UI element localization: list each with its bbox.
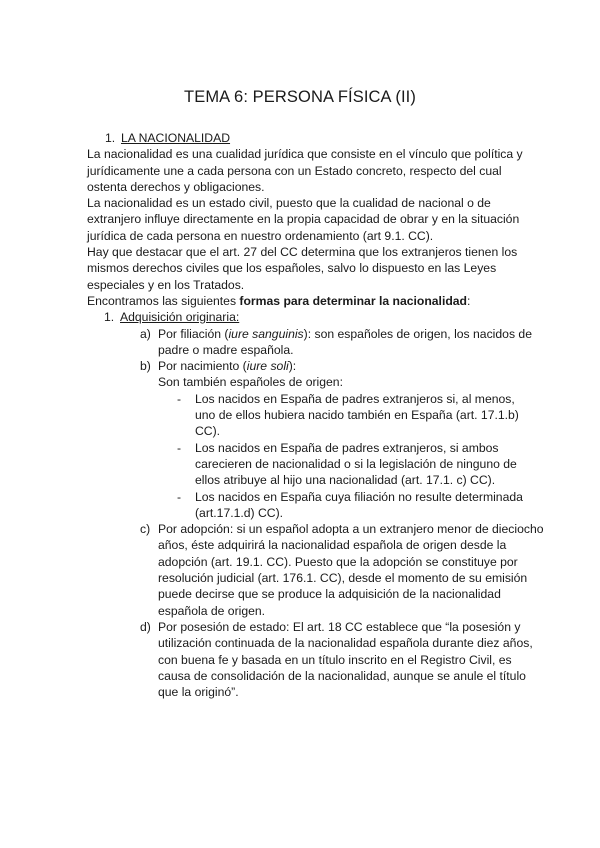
dash-marker: - bbox=[177, 391, 182, 406]
paragraph-art27: Hay que destacar que el art. 27 del CC determina que los extranjeros tienen los mismos derechos civiles que los españoles, salvo lo dispuesto en las Leyes especiales y en los Tratados. bbox=[87, 245, 518, 292]
page-title: TEMA 6: PERSONA FÍSICA (II) bbox=[184, 88, 416, 106]
paragraph-definition: La nacionalidad es una cualidad jurídica que consiste en el vínculo que política y jurídicamente une a cada persona con un Estado concreto, respecto del cual ostenta derechos y obligaciones. bbox=[87, 147, 523, 194]
dash-item bbox=[87, 489, 535, 522]
list-marker-d: d) bbox=[140, 619, 151, 634]
subsection-number: 1. bbox=[104, 310, 115, 325]
dash-marker: - bbox=[177, 440, 182, 455]
item-b-post: ): bbox=[288, 359, 297, 374]
section-title: LA NACIONALIDAD bbox=[121, 131, 231, 145]
list-marker-a: a) bbox=[140, 326, 151, 341]
dash-item bbox=[87, 440, 542, 489]
subsection-title: Adquisición originaria: bbox=[120, 310, 240, 325]
subsection-heading bbox=[87, 309, 537, 325]
list-marker-b: b) bbox=[140, 359, 151, 374]
list-item-b bbox=[87, 358, 537, 374]
list-item-c-text: Por adopción: si un español adopta a un extranjero menor de dieciocho años, éste adquirirá la nacionalidad española de origen desde la adopción (art. 19.1. CC). Puesto que la adopción se constituye por resolución judicial (art. 176.1. CC), desde el momento de su emisión puede decirse que se produce la adquisición de la nacionalidad española de origen. bbox=[158, 522, 544, 618]
item-b-intro: Son también españoles de origen: bbox=[158, 375, 343, 390]
document-body bbox=[87, 130, 544, 700]
list-item-d bbox=[87, 619, 544, 700]
forms-intro-text: Encontramos las siguientes bbox=[87, 293, 240, 308]
dash-marker: - bbox=[177, 489, 182, 504]
paragraph-civil-status: La nacionalidad es un estado civil, puesto que la cualidad de nacional o de extranjero influye directamente en la propia capacidad de obrar y en la situación jurídica de cada persona en nuestro ordenamiento (art 9.1. CC). bbox=[87, 196, 520, 243]
forms-bold-text: formas para determinar la nacionalidad bbox=[239, 293, 467, 308]
forms-colon: : bbox=[467, 293, 471, 308]
list-item-b-text bbox=[158, 358, 537, 374]
paragraph-forms bbox=[87, 293, 537, 309]
list-marker-c: c) bbox=[140, 522, 151, 537]
list-item-c bbox=[87, 521, 548, 619]
item-a-post: ): son españoles de origen, los nacidos de padre o madre española. bbox=[158, 326, 532, 357]
dash-item-text: Los nacidos en España de padres extranjeros si, al menos, uno de ellos hubiera nacido también en España (art. 17.1.b) CC). bbox=[195, 391, 519, 439]
item-a-italic: iure sanguinis bbox=[228, 326, 304, 341]
item-b-italic: iure soli bbox=[246, 359, 289, 374]
section-heading bbox=[87, 130, 537, 146]
list-item-a-text bbox=[158, 326, 536, 359]
item-a-pre: Por filiación ( bbox=[158, 326, 229, 341]
list-item-d-text: Por posesión de estado: El art. 18 CC establece que “la posesión y utilización continuada de la nacionalidad española durante diez años, con buena fe y basada en un título inscrito en el Registro Civil, es causa de consolidación de la nacionalidad, aunque se anule el título que la originó”. bbox=[158, 619, 533, 700]
dash-item-text: Los nacidos en España de padres extranjeros, si ambos carecieren de nacionalidad o si la legislación de ninguno de ellos atribuye al hijo una nacionalidad (art. 17.1. c) CC). bbox=[195, 440, 517, 488]
item-b-pre: Por nacimiento ( bbox=[158, 359, 247, 374]
dash-item-text: Los nacidos en España cuya filiación no resulte determinada (art.17.1.d) CC). bbox=[195, 489, 523, 520]
dash-item bbox=[87, 391, 538, 440]
section-number: 1. bbox=[105, 131, 116, 145]
list-item-a bbox=[87, 326, 536, 359]
